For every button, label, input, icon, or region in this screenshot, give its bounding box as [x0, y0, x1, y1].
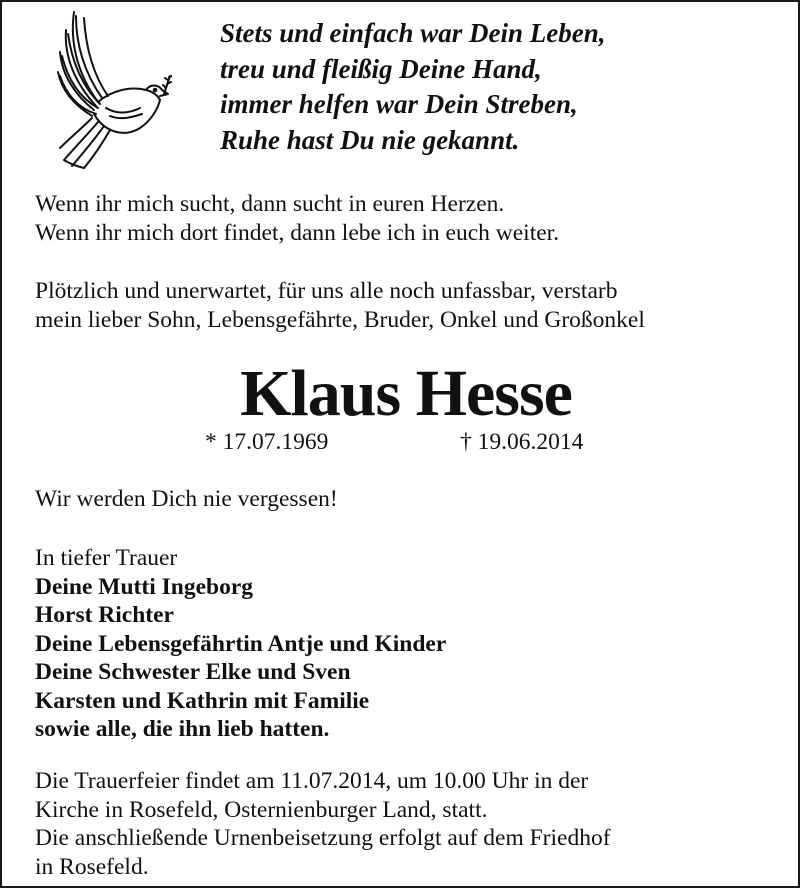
quote-line: Wenn ihr mich dort findet, dann lebe ich in euch weiter.	[35, 219, 560, 246]
announcement-line: mein lieber Sohn, Lebensgefährte, Bruder, Onkel und Großonkel	[35, 306, 645, 333]
dove-icon	[54, 10, 172, 170]
poem-line: Stets und einfach war Dein Leben,	[220, 18, 606, 48]
quote-line: Wenn ihr mich sucht, dann sucht in euren Herzen.	[35, 191, 505, 217]
deceased-name: Klaus Hesse	[240, 357, 572, 430]
farewell-line: Wir werden Dich nie vergessen!	[35, 486, 338, 512]
mourners-intro: In tiefer Trauer	[35, 545, 178, 571]
mourner-name: Deine Mutti Ingeborg	[35, 573, 254, 600]
funeral-line: Die anschließende Urnenbeisetzung erfolgt auf dem Friedhof	[35, 825, 611, 851]
poem-line: immer helfen war Dein Streben,	[220, 89, 578, 119]
mourner-name: Karsten und Kathrin mit Familie	[35, 687, 370, 714]
mourners	[35, 544, 446, 744]
quote	[35, 190, 559, 247]
poem-line: Ruhe hast Du nie gekannt.	[220, 124, 520, 155]
funeral-line: Die Trauerfeier findet am 11.07.2014, um 10.00 Uhr in der	[35, 768, 589, 794]
birth-date: * 17.07.1969	[205, 429, 329, 455]
mourner-name: sowie alle, die ihn lieb hatten.	[35, 716, 330, 742]
funeral-line: Kirche in Rosefeld, Osternienburger Land, statt.	[35, 796, 488, 823]
funeral-line: in Rosefeld.	[35, 853, 149, 880]
poem-line: treu und fleißig Deine Hand,	[220, 53, 542, 84]
mourner-name: Deine Schwester Elke und Sven	[35, 659, 351, 685]
mourner-name: Deine Lebensgefährtin Antje und Kinder	[35, 630, 447, 657]
mourner-name: Horst Richter	[35, 602, 174, 628]
announcement	[35, 277, 645, 334]
poem	[220, 16, 606, 158]
funeral-info	[35, 767, 611, 881]
announcement-line: Plötzlich und unerwartet, für uns alle noch unfassbar, verstarb	[35, 278, 618, 304]
death-date: † 19.06.2014	[460, 429, 584, 455]
